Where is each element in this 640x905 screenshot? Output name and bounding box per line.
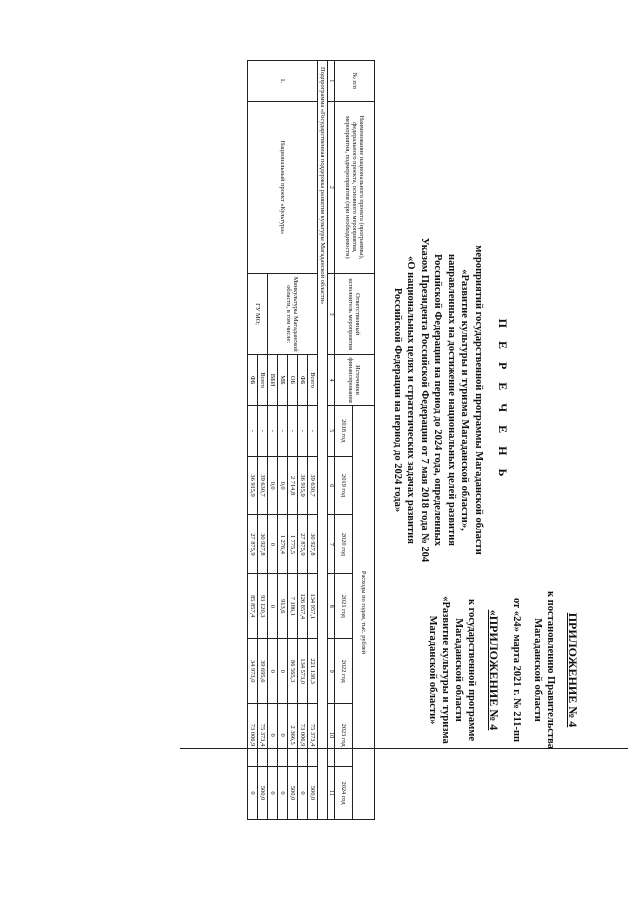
value-cell: 0 xyxy=(298,767,308,820)
value-cell: 27 875,9 xyxy=(248,515,258,574)
appendix-text: Магаданской области xyxy=(531,618,543,722)
column-number: 1 xyxy=(328,61,335,102)
value-cell: 93 120,3 xyxy=(258,574,268,639)
header-year: 2018 год xyxy=(335,405,353,456)
header-expenses: Расходы по годам, тыс. рублей xyxy=(353,405,375,819)
header-year: 2024 год xyxy=(335,767,353,820)
value-cell: 2 714,8 xyxy=(288,456,298,515)
value-cell: 0 xyxy=(268,704,278,767)
header-name: Наименование национального проекта (программы), федерального проекта, основного мероприятия, мероприятия, подмероприятия (при необходимости) xyxy=(335,101,375,273)
value-cell: 0,0 xyxy=(278,456,288,515)
source-cell: ФБ xyxy=(298,355,308,406)
value-cell: 39 695,6 xyxy=(258,639,268,704)
column-number: 6 xyxy=(328,456,335,515)
value-cell: 500,0 xyxy=(288,767,298,820)
value-cell: 0 xyxy=(268,515,278,574)
value-cell: 36 915,9 xyxy=(248,456,258,515)
value-cell: 500,0 xyxy=(308,767,318,820)
header-year: 2019 год xyxy=(335,456,353,515)
header-year: 2023 год xyxy=(335,704,353,767)
title-line: «О национальных целях и стратегических задачах развития xyxy=(405,256,417,544)
value-cell: 500,0 xyxy=(258,767,268,820)
subprogram-title: Подпрограмма «Государственная поддержка развития культуры Магаданской области» xyxy=(318,61,328,820)
value-cell: 39 630,7 xyxy=(308,456,318,515)
value-cell: 39 630,7 xyxy=(258,456,268,515)
column-number: 10 xyxy=(328,704,335,767)
subprogram-row xyxy=(318,61,328,820)
value-cell: 7 186,1 xyxy=(288,574,298,639)
value-cell: - xyxy=(248,405,258,456)
value-cell: - xyxy=(308,405,318,456)
value-cell: 85 857,4 xyxy=(248,574,258,639)
appendix-text: Магаданской области xyxy=(453,618,465,722)
header-executor: Ответственный исполнитель мероприятия xyxy=(335,274,375,355)
value-cell: 0 xyxy=(268,639,278,704)
table-row xyxy=(308,61,318,820)
value-cell: - xyxy=(268,405,278,456)
appendix-text: к государственной программе xyxy=(466,598,478,742)
value-cell: 221 138,3 xyxy=(308,639,318,704)
column-number: 4 xyxy=(328,355,335,406)
value-cell: 36 915,9 xyxy=(298,456,308,515)
value-cell: 73 006,9 xyxy=(298,704,308,767)
column-number-row xyxy=(328,61,335,820)
value-cell: 34 973,0 xyxy=(248,639,258,704)
title-line: мероприятий государственной программы Магаданской области xyxy=(472,245,484,555)
document-page xyxy=(40,60,600,820)
value-cell: 0 xyxy=(278,704,288,767)
value-cell: 30 927,8 xyxy=(308,515,318,574)
value-cell: 134 957,1 xyxy=(308,574,318,639)
value-cell: 1 276,4 xyxy=(278,515,288,574)
value-cell: 913,6 xyxy=(278,574,288,639)
column-number: 8 xyxy=(328,574,335,639)
column-number: 2 xyxy=(328,101,335,273)
title-line: «Развитие культуры и туризма Магаданской области», xyxy=(459,269,471,531)
value-cell: 0 xyxy=(278,639,288,704)
appendix-text: к постановлению Правительства xyxy=(544,590,556,750)
header-year: 2021 год xyxy=(335,574,353,639)
column-number: 11 xyxy=(328,767,335,820)
document-title xyxy=(391,190,510,610)
value-cell: 0,0 xyxy=(268,456,278,515)
value-cell: 0 xyxy=(278,767,288,820)
header-source: Источники финансирования xyxy=(335,355,375,406)
value-cell: 0 xyxy=(268,767,278,820)
executor-ministry: Минкультуры Магаданской области, в том числе: xyxy=(268,274,318,355)
title-line: Российской Федерации на период до 2024 года, определенных xyxy=(432,254,444,546)
appendix-text: «Развитие культуры и туризма xyxy=(440,596,452,744)
value-cell: 1 775,5 xyxy=(288,515,298,574)
appendix-text: Магаданской области» xyxy=(427,615,438,725)
title-line: Российской Федерации на период до 2024 года» xyxy=(392,287,404,513)
title-heading: П Е Р Е Ч Е Н Ь xyxy=(496,318,510,482)
appendix-number-quoted: «ПРИЛОЖЕНИЕ № 4 xyxy=(487,609,502,731)
source-cell: Всего xyxy=(308,355,318,406)
column-number: 7 xyxy=(328,515,335,574)
value-cell: - xyxy=(258,405,268,456)
title-line: Указом Президента Российской Федерации от 7 мая 2018 года № 204 xyxy=(418,237,430,563)
column-number: 3 xyxy=(328,274,335,355)
appendix-date: от «24» марта 2021 г. № 211-пп xyxy=(510,597,522,743)
value-cell: 134 573,0 xyxy=(298,639,308,704)
value-cell: - xyxy=(278,405,288,456)
header-year: 2022 год xyxy=(335,639,353,704)
page-divider xyxy=(180,748,628,749)
value-cell: - xyxy=(298,405,308,456)
column-number: 5 xyxy=(328,405,335,456)
appendix-number: ПРИЛОЖЕНИЕ № 4 xyxy=(566,612,580,728)
row-number: 1. xyxy=(248,61,318,102)
value-cell: 27 875,9 xyxy=(298,515,308,574)
value-cell: 75 373,4 xyxy=(308,704,318,767)
value-cell: 0 xyxy=(248,767,258,820)
value-cell: 2 366,5 xyxy=(288,704,298,767)
header-num: № п/п xyxy=(335,61,375,102)
expenses-table xyxy=(247,60,375,820)
value-cell: 30 927,8 xyxy=(258,515,268,574)
column-number: 9 xyxy=(328,639,335,704)
header-year: 2020 год xyxy=(335,515,353,574)
value-cell: 86 565,3 xyxy=(288,639,298,704)
value-cell: 126 857,4 xyxy=(298,574,308,639)
value-cell: 73 006,9 xyxy=(248,704,258,767)
value-cell: 75 373,4 xyxy=(258,704,268,767)
executor-gumo: ГУ МО; xyxy=(248,274,268,355)
source-cell: ВБИ xyxy=(268,355,278,406)
value-cell: - xyxy=(288,405,298,456)
value-cell: 0 xyxy=(268,574,278,639)
source-cell: ОБ xyxy=(288,355,298,406)
source-cell: МБ xyxy=(278,355,288,406)
title-line: направленных на достижение национальных целей развития xyxy=(445,254,457,546)
source-cell: ФБ xyxy=(248,355,258,406)
project-name: Национальный проект «Культура» xyxy=(248,101,318,273)
source-cell: Всего xyxy=(258,355,268,406)
